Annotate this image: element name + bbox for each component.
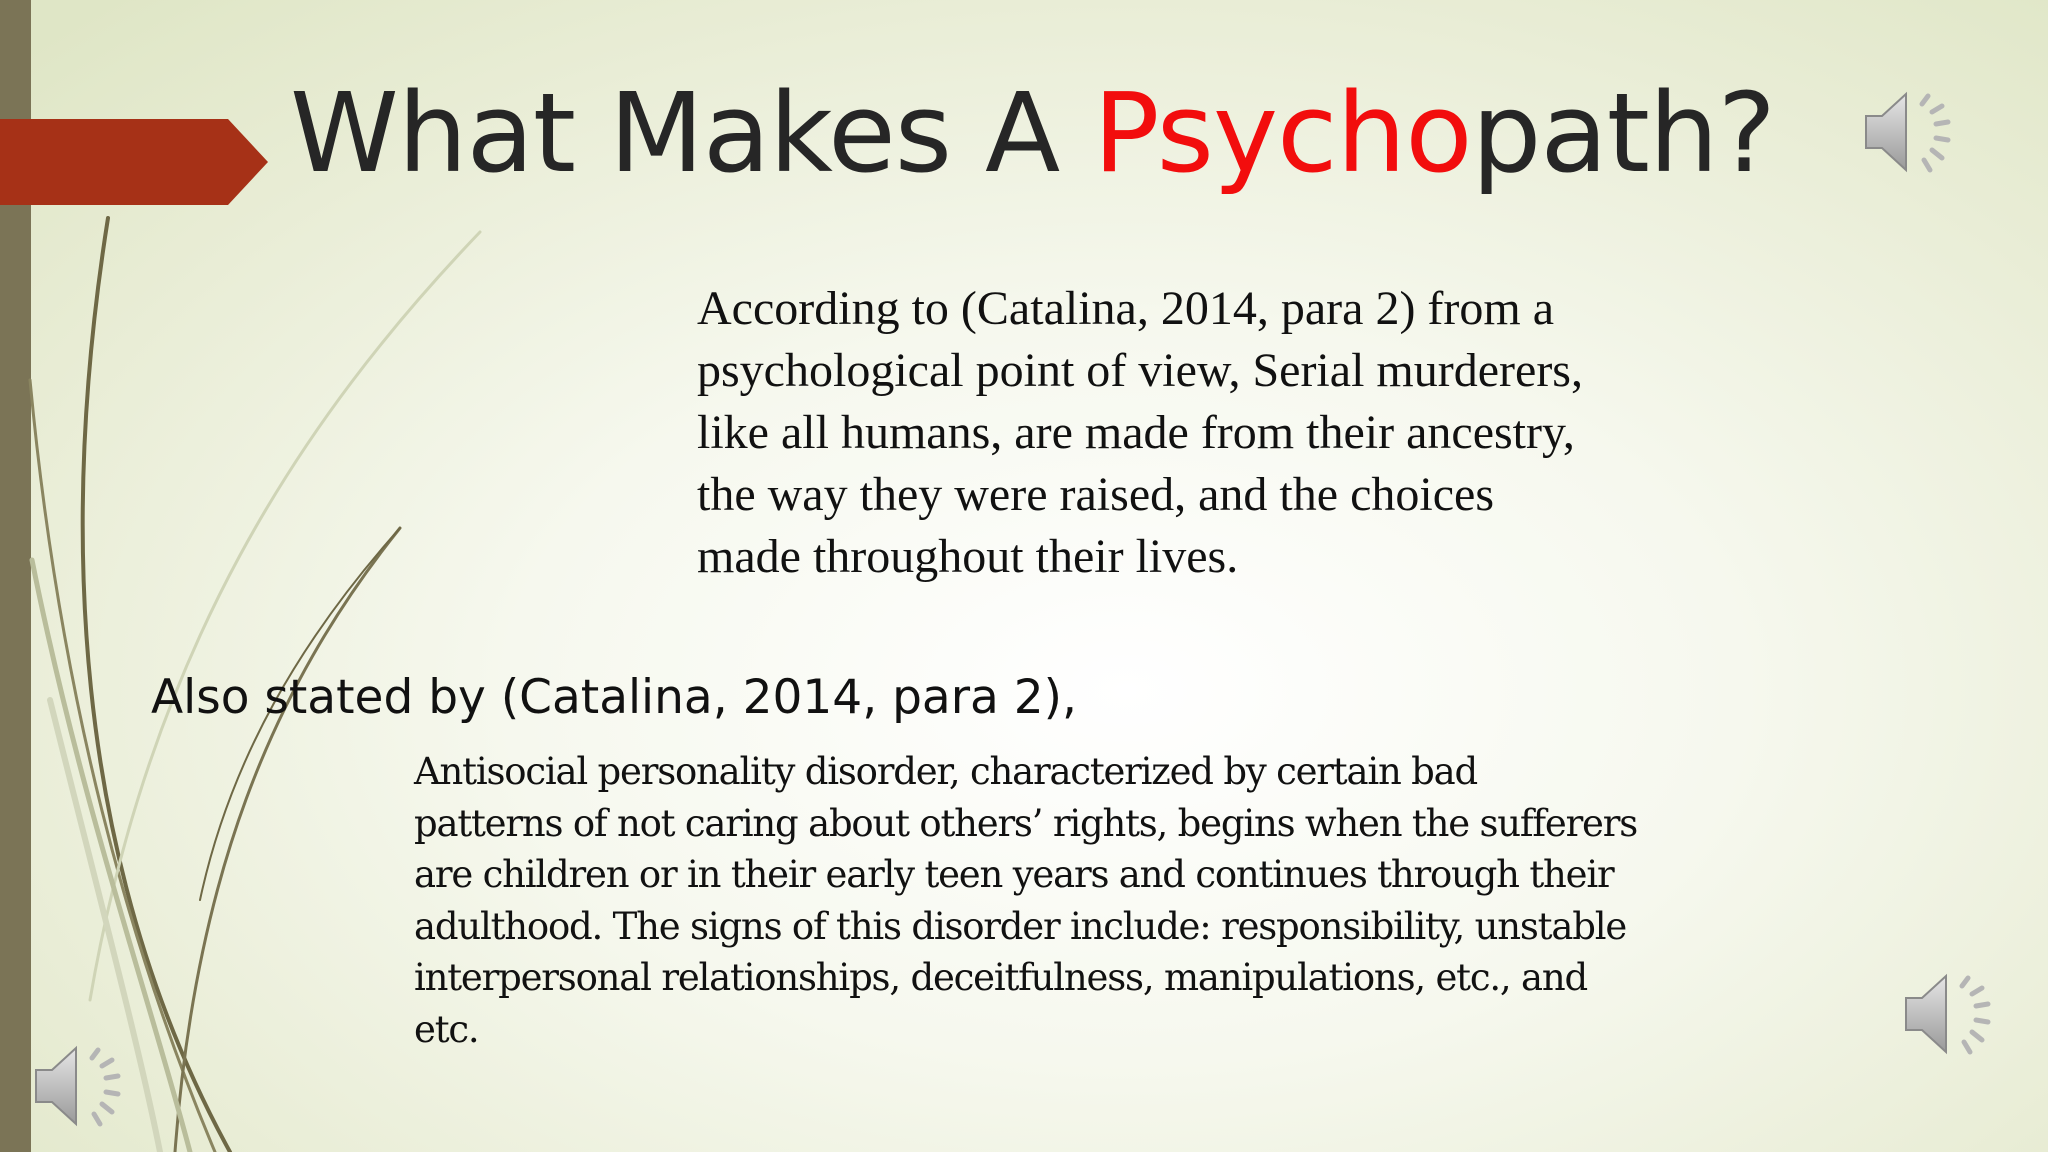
quote1-line: psychological point of view, Serial murderers, (697, 344, 1583, 397)
quote2-line: etc. (414, 1007, 479, 1051)
also-stated-heading: Also stated by (Catalina, 2014, para 2), (151, 670, 1077, 725)
title-text-part1: What Makes A (290, 69, 1094, 197)
title-highlight: Psycho (1093, 69, 1472, 197)
quote-paragraph-2 (414, 746, 1644, 1055)
speaker-icon[interactable] (1902, 968, 2002, 1060)
title-text-part2: path? (1471, 69, 1776, 197)
quote1-line: made throughout their lives. (697, 530, 1239, 583)
slide-title (290, 68, 1776, 198)
quote1-line: the way they were raised, and the choices (697, 468, 1494, 521)
speaker-icon[interactable] (32, 1040, 132, 1132)
speaker-icon[interactable] (1862, 86, 1962, 178)
quote2-line: interpersonal relationships, deceitfulness, manipulations, etc., and (414, 956, 1588, 999)
title-arrow-shape (0, 119, 270, 205)
quote2-line: Antisocial personality disorder, characterized by certain bad (414, 750, 1477, 793)
quote2-line: are children or in their early teen years and continues through their (414, 853, 1614, 896)
quote-paragraph-1 (697, 278, 1697, 588)
quote2-line: adulthood. The signs of this disorder include: responsibility, unstable (414, 904, 1627, 948)
quote1-line: According to (Catalina, 2014, para 2) from a (697, 282, 1555, 335)
quote2-line: patterns of not caring about others’ rights, begins when the sufferers (414, 801, 1638, 845)
quote1-line: like all humans, are made from their ancestry, (697, 406, 1575, 459)
